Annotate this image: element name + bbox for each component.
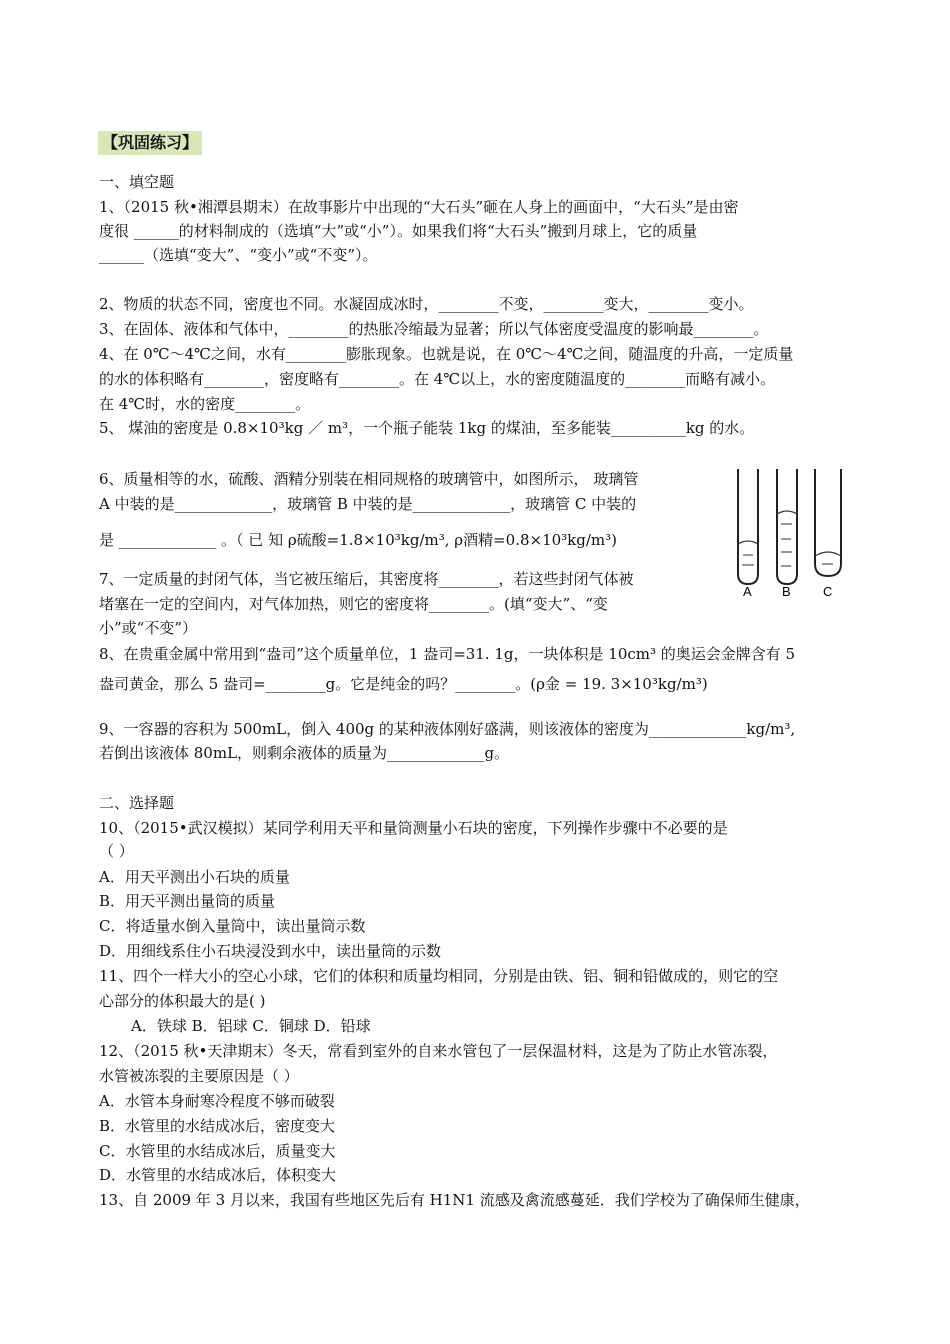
tube-b [777, 469, 797, 584]
text-line-q4b: 的水的体积略有________，密度略有________。在 4℃以上，水的密度随温度的________而略有减小。 [99, 370, 776, 388]
text-line-q7a: 7、一定质量的封闭气体，当它被压缩后，其密度将________，若这些封闭气体被 [99, 570, 634, 588]
section-tag: 【巩固练习】 [98, 131, 202, 155]
text-line-q8a: 8、在贵重金属中常用到“盎司”这个质量单位，1 盎司=31. 1g，一块体积是 10cm³ 的奥运会金牌含有 5 [99, 645, 796, 663]
tube-label-c: C [823, 584, 833, 599]
tube-a [738, 469, 758, 584]
text-line-q12a: 12、（2015 秋•天津期末）冬天，常看到室外的自来水管包了一层保温材料，这是为了防止水管冻裂， [99, 1042, 778, 1060]
text-line-q7b: 堵塞在一定的空间内，对气体加热，则它的密度将________。(填“变大”、“变 [99, 595, 608, 613]
text-line-q10D: D．用细线系住小石块浸没到水中，读出量筒的示数 [99, 942, 442, 960]
text-line-q9b: 若倒出该液体 80mL，则剩余液体的质量为_____________g。 [99, 744, 510, 762]
text-line-q11b: 心部分的体积最大的是( ) [99, 992, 266, 1010]
tube-label-b: B [782, 584, 791, 599]
text-line-q12b: 水管被冻裂的主要原因是（ ） [99, 1067, 299, 1085]
text-line-q9a: 9、一容器的容积为 500mL，倒入 400g 的某种液体刚好盛满，则该液体的密度为_____________kg/m³, [99, 720, 796, 738]
text-line-q10b: （ ） [99, 842, 134, 860]
text-line-q6a: 6、质量相等的水，硫酸、酒精分别装在相同规格的玻璃管中，如图所示， 玻璃管 [99, 470, 639, 488]
text-line-q12B: B．水管里的水结成冰后，密度变大 [99, 1117, 336, 1135]
text-line-q2: 2、物质的状态不同，密度也不同。水凝固成冰时，________不变，________变大，________变小。 [99, 295, 754, 313]
text-line-q10a: 10、（2015•武汉模拟）某同学利用天平和量筒测量小石块的密度，下列操作步骤中不必要的是 [99, 819, 728, 837]
text-line-q12C: C．水管里的水结成冰后，质量变大 [99, 1142, 336, 1160]
text-line-q10A: A．用天平测出小石块的质量 [99, 868, 290, 886]
text-line-q4a: 4、在 0℃～4℃之间，水有________膨胀现象。也就是说，在 0℃～4℃之间，随温度的升高，一定质量 [99, 345, 794, 363]
text-line-q4c: 在 4℃时，水的密度________。 [99, 395, 311, 413]
text-line-q1a: 1、（2015 秋•湘潭县期末）在故事影片中出现的“大石头”砸在人身上的画面中，“大石头”是由密 [99, 198, 739, 216]
text-line-q13: 13、自 2009 年 3 月以来，我国有些地区先后有 H1N1 流感及禽流感蔓延．我们学校为了确保师生健康， [99, 1191, 810, 1209]
text-line-h1: 一、填空题 [99, 173, 175, 191]
test-tubes-figure [733, 466, 865, 600]
text-line-q10C: C．将适量水倒入量筒中，读出量筒示数 [99, 917, 366, 935]
text-line-q6b: A 中装的是_____________，玻璃管 B 中装的是_____________，玻璃管 C 中装的 [99, 495, 637, 513]
text-line-q11a: 11、四个一样大小的空心小球，它们的体积和质量均相同，分别是由铁、铝、铜和铅做成的，则它的空 [99, 967, 779, 985]
text-line-q3: 3、在固体、液体和气体中，________的热胀冷缩最为显著；所以气体密度受温度的影响最________。 [99, 320, 769, 338]
text-line-h2: 二、选择题 [99, 794, 175, 812]
text-line-q10B: B．用天平测出量筒的质量 [99, 892, 276, 910]
text-line-q1b: 度很 ______的材料制成的（选填“大”或“小”）。如果我们将“大石头”搬到月球上，它的质量 [99, 222, 698, 240]
tube-c [815, 469, 841, 576]
text-line-q8b: 盎司黄金，那么 5 盎司=________g。它是纯金的吗？________。(ρ金 = 19. 3×10³kg/m³) [99, 675, 708, 693]
text-line-q12D: D．水管里的水结成冰后，体积变大 [99, 1166, 337, 1184]
tube-label-a: A [743, 584, 752, 599]
text-line-q11opts: A．铁球 B．铝球 C．铜球 D．铅球 [131, 1017, 371, 1035]
text-line-q6c: 是 _____________ 。（ 已 知 ρ硫酸=1.8×10³kg/m³, ρ酒精=0.8×10³kg/m³) [99, 531, 618, 549]
text-line-q5: 5、 煤油的密度是 0.8×10³kg ／ m³，一个瓶子能装 1kg 的煤油，至多能装__________kg 的水。 [99, 419, 755, 437]
text-line-q1c: ______（选填“变大”、“变小”或“不变”）。 [99, 246, 378, 264]
text-line-q12A: A．水管本身耐寒冷程度不够而破裂 [99, 1092, 335, 1110]
text-line-q7c: 小”或“不变”） [99, 619, 198, 637]
